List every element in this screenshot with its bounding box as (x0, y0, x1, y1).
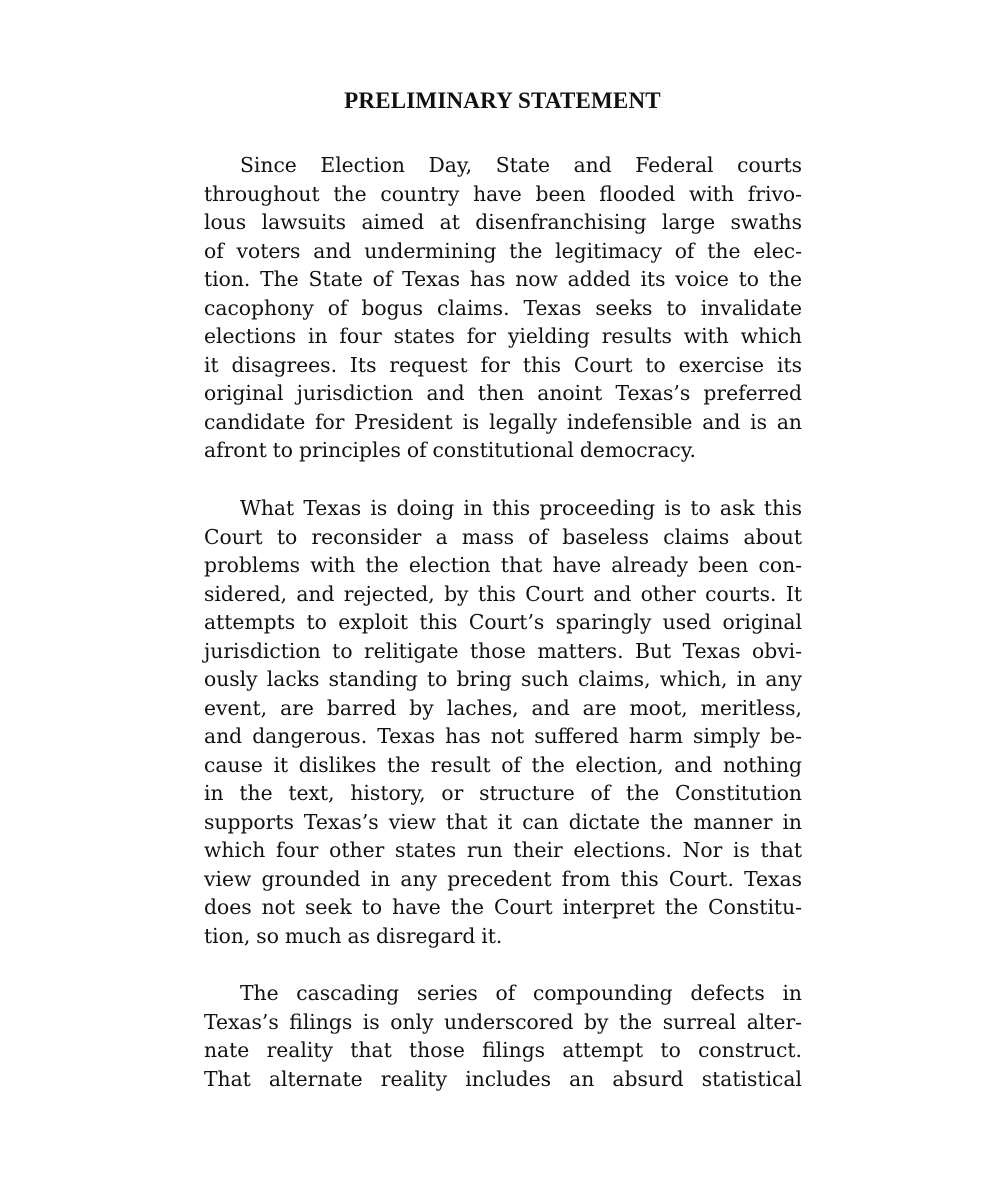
paragraph-line: nate reality that those filings attempt to construct. (204, 1038, 802, 1062)
paragraph-1 (204, 151, 802, 465)
paragraph-line: Since Election Day, State and Federal courts (240, 153, 802, 177)
paragraph-line: supports Texas’s view that it can dictate the manner in (204, 809, 802, 834)
paragraph-line: What Texas is doing in this proceeding is to ask this (240, 496, 802, 520)
paragraph-line: sidered, and rejected, by this Court and other courts. It (204, 581, 802, 606)
paragraph-line: Court to reconsider a mass of baseless claims about (204, 524, 802, 549)
paragraph-line: elections in four states for yielding results with which (204, 324, 802, 348)
paragraph-line: The cascading series of compounding defects in (240, 981, 802, 1005)
paragraph-line: problems with the election that have already been con- (204, 553, 802, 577)
paragraph-line: tion. The State of Texas has now added its voice to the (204, 267, 802, 291)
paragraph-line: throughout the country have been flooded with frivo- (204, 181, 802, 206)
paragraph-line: event, are barred by laches, and are moot, meritless, (204, 695, 802, 720)
paragraph-line: cacophony of bogus claims. Texas seeks to invalidate (204, 295, 802, 320)
paragraph-line: Texas’s filings is only underscored by the surreal alter- (204, 1009, 802, 1034)
paragraph-line: which four other states run their elections. Nor is that (204, 838, 802, 862)
paragraph-line: it disagrees. Its request for this Court to exercise its (204, 352, 802, 377)
paragraph-line: does not seek to have the Court interpret the Constitu- (204, 895, 802, 919)
paragraph-line: cause it dislikes the result of the election, and nothing (204, 752, 802, 777)
paragraph-line: jurisdiction to relitigate those matters. But Texas obvi- (204, 638, 802, 663)
paragraph-3 (204, 979, 802, 1093)
paragraph-line: in the text, history, or structure of the Constitution (204, 781, 802, 805)
paragraph-line: lous lawsuits aimed at disenfranchising large swaths (204, 210, 802, 234)
paragraph-line: afront to principles of constitutional democracy. (204, 438, 696, 462)
paragraph-line: That alternate reality includes an absurd statistical (204, 1066, 802, 1091)
paragraph-line: candidate for President is legally indefensible and is an (204, 409, 802, 434)
paragraph-2 (204, 494, 802, 950)
paragraph-line: and dangerous. Texas has not suffered harm simply be- (204, 724, 802, 748)
paragraph-line: tion, so much as disregard it. (204, 923, 503, 948)
paragraph-line: attempts to exploit this Court’s sparingly used original (204, 610, 802, 634)
page-title: PRELIMINARY STATEMENT (344, 88, 661, 113)
paragraph-line: view grounded in any precedent from this Court. Texas (204, 866, 802, 891)
paragraph-line: of voters and undermining the legitimacy of the elec- (204, 238, 802, 263)
paragraph-line: ously lacks standing to bring such claims, which, in any (204, 667, 802, 691)
paragraph-line: original jurisdiction and then anoint Texas’s preferred (204, 381, 802, 405)
